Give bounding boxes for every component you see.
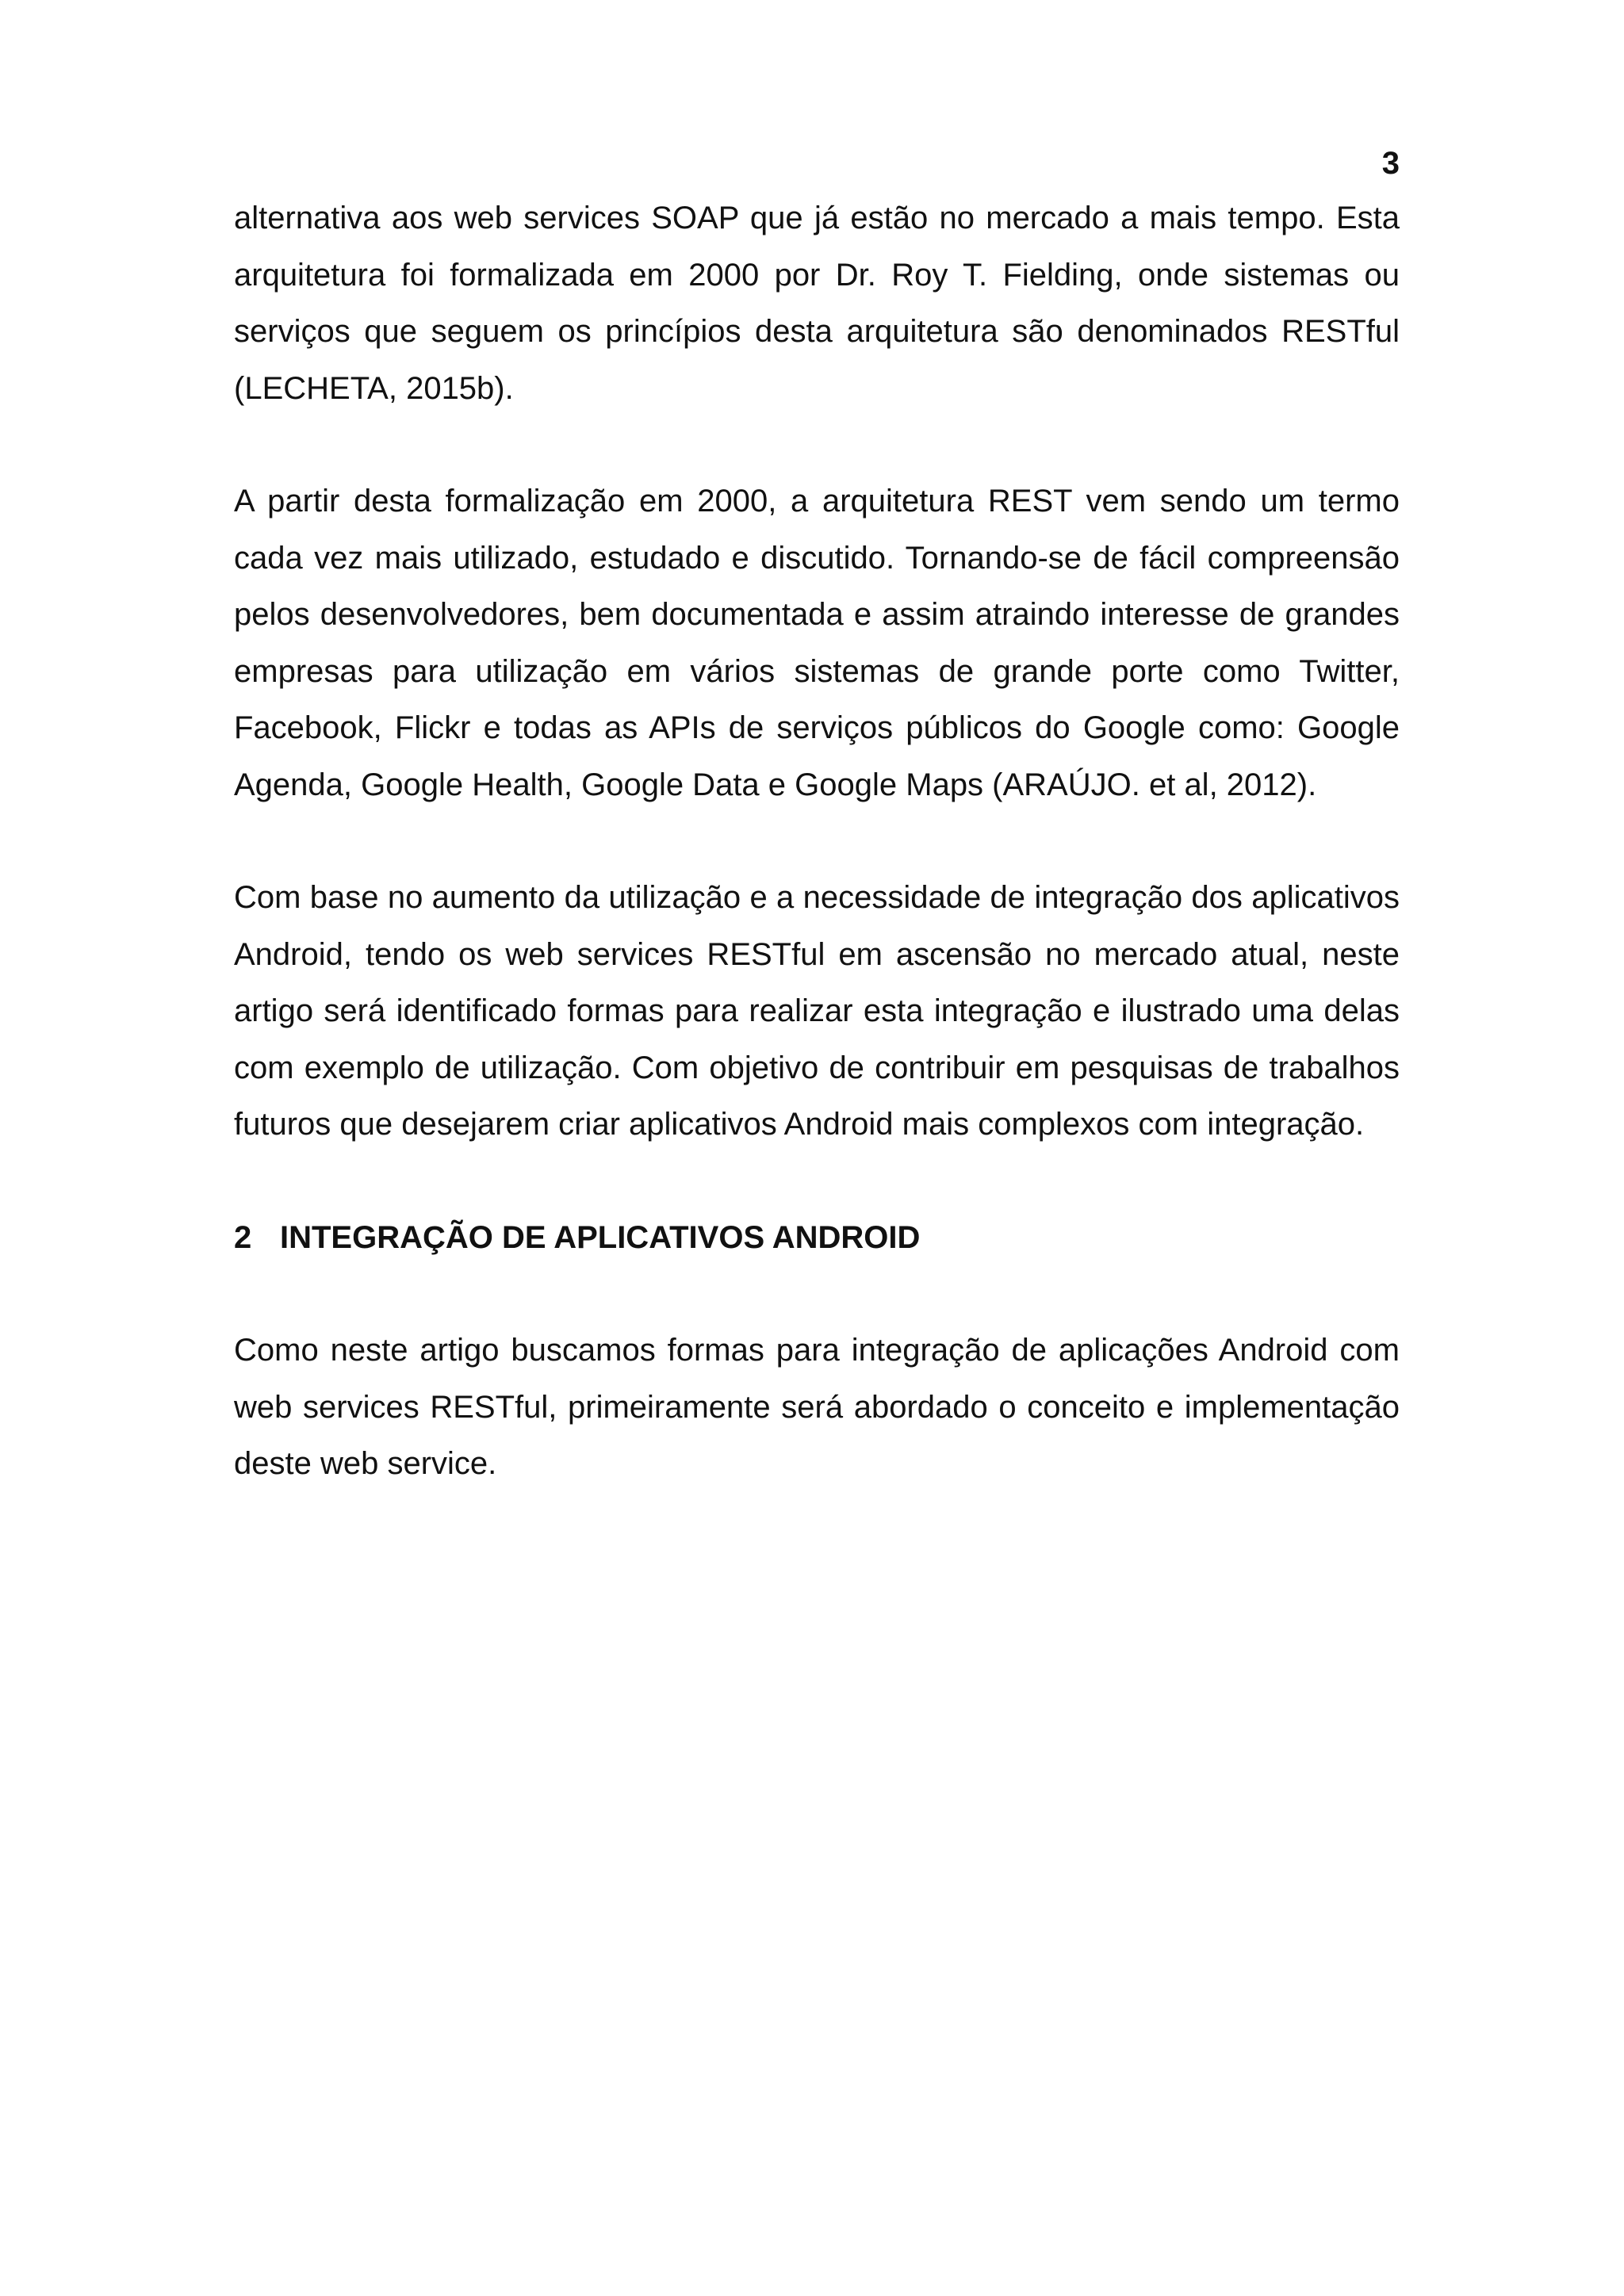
section-number: 2: [234, 1219, 252, 1255]
paragraph-rest-adoption: A partir desta formalização em 2000, a arquitetura REST vem sendo um termo cada vez mais utilizado, estudado e discutido. Tornando-se de fácil compreensão pelos desenvolvedores, bem documentada e assim atraindo interesse de grandes empresas para utilização em vários sistemas de grande porte como Twitter, Facebook, Flickr e todas as APIs de serviços públicos do Google como: Google Agenda, Google Health, Google Data e Google Maps (ARAÚJO. et al, 2012).: [234, 484, 1400, 802]
paragraph-section-intro: Como neste artigo buscamos formas para integração de aplicações Android com web services RESTful, primeiramente será abordado o conceito e implementação deste web service.: [234, 1333, 1400, 1481]
paragraph-rest-formalization: alternativa aos web services SOAP que já estão no mercado a mais tempo. Esta arquitetura foi formalizada em 2000 por Dr. Roy T. Fielding, onde sistemas ou serviços que seguem os princípios desta arquitetura são denominados RESTful (LECHETA, 2015b).: [234, 201, 1400, 406]
section-heading: [234, 1210, 1400, 1267]
paragraph-article-objective: Com base no aumento da utilização e a necessidade de integração dos aplicativos Android, tendo os web services RESTful em ascensão no mercado atual, neste artigo será identificado formas para realizar esta integração e ilustrado uma delas com exemplo de utilização. Com objetivo de contribuir em pesquisas de trabalhos futuros que desejarem criar aplicativos Android mais complexos com integração.: [234, 880, 1400, 1142]
section-title: INTEGRAÇÃO DE APLICATIVOS ANDROID: [280, 1219, 921, 1255]
document-body: [234, 190, 1400, 1493]
page-number: 3: [1381, 146, 1400, 181]
